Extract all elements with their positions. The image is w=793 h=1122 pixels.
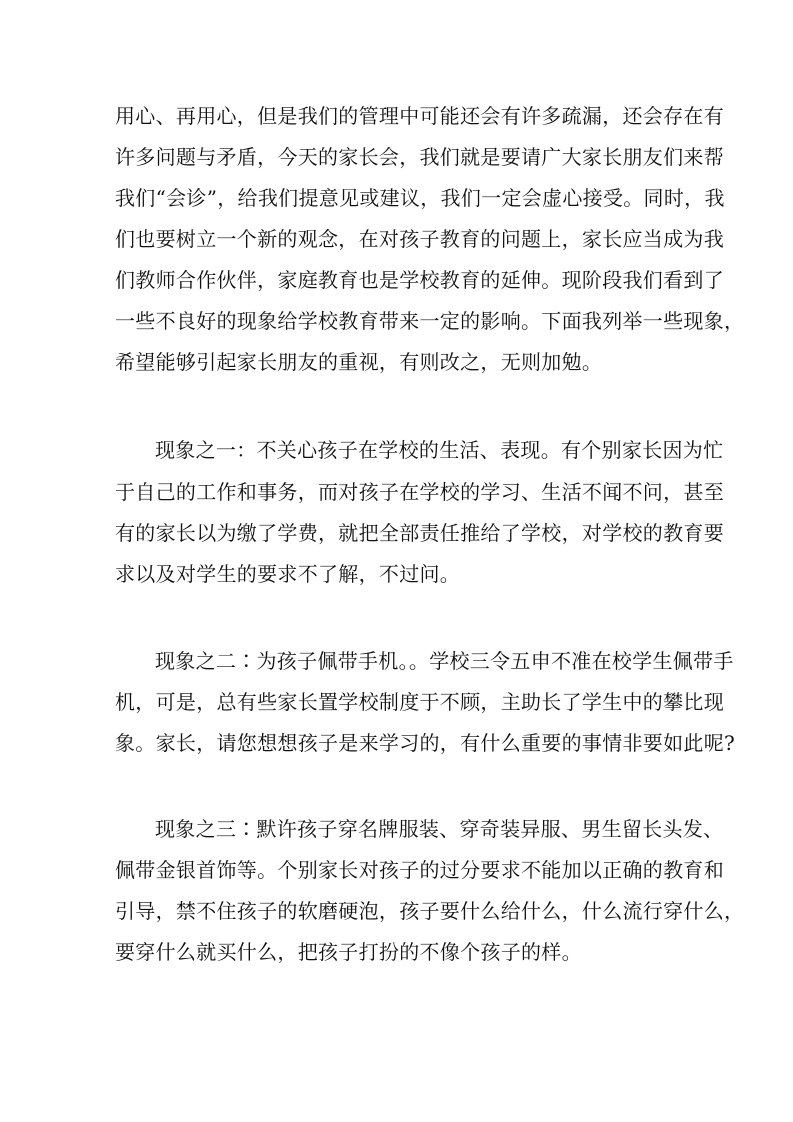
text-line: 一些不良好的现象给学校教育带来一定的影响。下面我列举一些现象，	[115, 309, 745, 333]
text-line: 有的家长以为缴了学费，就把全部责任推给了学校，对学校的教育要	[115, 521, 724, 545]
text-line: 象。家长，请您想想孩子是来学习的，有什么重要的事情非要如此呢?	[115, 731, 736, 755]
text-line: 要穿什么就买什么，把孩子打扮的不像个孩子的样。	[115, 940, 582, 964]
text-line: 许多问题与矛盾，今天的家长会，我们就是要请广大家长朋友们来帮	[115, 145, 724, 169]
text-line: 求以及对学生的要求不了解，不过问。	[115, 562, 461, 586]
text-line: 机，可是，总有些家长置学校制度于不顾，主助长了学生中的攀比现	[115, 690, 724, 714]
text-line: 希望能够引起家长朋友的重视，有则改之，无则加勉。	[115, 350, 603, 374]
text-line: 我们“会诊”，给我们提意见或建议，我们一定会虚心接受。同时，我	[115, 186, 725, 210]
text-line: 现象之一：不关心孩子在学校的生活、表现。有个别家长因为忙	[155, 438, 724, 462]
text-line: 引导，禁不住孩子的软磨硬泡，孩子要什么给什么，什么流行穿什么，	[115, 899, 745, 923]
text-line: 现象之二∶为孩子佩带手机。。学校三令五申不准在校学生佩带手	[155, 649, 734, 673]
text-line: 于自己的工作和事务，而对孩子在学校的学习、生活不闻不问，甚至	[115, 480, 724, 504]
text-line: 现象之三∶默许孩子穿名牌服装、穿奇装异服、男生留长头发、	[155, 817, 724, 841]
text-line: 用心、再用心，但是我们的管理中可能还会有许多疏漏，还会存在有	[115, 104, 724, 128]
text-line: 佩带金银首饰等。个别家长对孩子的过分要求不能加以正确的教育和	[115, 858, 724, 882]
text-line: 们教师合作伙伴，家庭教育也是学校教育的延伸。现阶段我们看到了	[115, 268, 724, 292]
text-line: 们也要树立一个新的观念，在对孩子教育的问题上，家长应当成为我	[115, 227, 724, 251]
